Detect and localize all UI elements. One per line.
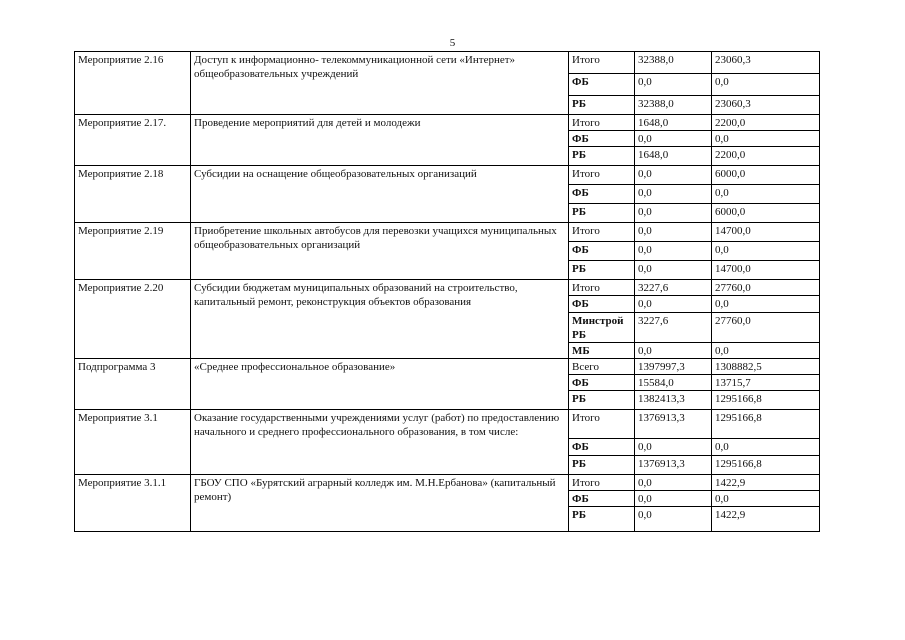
measure-description-cell: Оказание государственными учреждениями услуг (работ) по предоставлению начального и среднего профессионального образования, в том числе:	[191, 410, 569, 475]
amount-cell-1: 0,0	[635, 296, 712, 313]
funding-source-cell: ФБ	[569, 185, 635, 204]
amount-cell-2: 0,0	[712, 296, 820, 313]
page-number: 5	[449, 37, 456, 49]
funding-source-cell: Итого	[569, 223, 635, 242]
funding-source-cell: ФБ	[569, 74, 635, 96]
funding-source-cell: МБ	[569, 343, 635, 359]
funding-source-cell: ФБ	[569, 439, 635, 456]
amount-cell-2: 0,0	[712, 491, 820, 507]
table-row	[75, 280, 820, 296]
funding-source-cell: Всего	[569, 359, 635, 375]
amount-cell-1: 0,0	[635, 204, 712, 223]
amount-cell-2: 13715,7	[712, 375, 820, 391]
amount-cell-1: 3227,6	[635, 313, 712, 343]
table-row	[75, 475, 820, 491]
amount-cell-2: 2200,0	[712, 115, 820, 131]
amount-cell-1: 1648,0	[635, 147, 712, 166]
funding-source-cell: Итого	[569, 115, 635, 131]
amount-cell-1: 3227,6	[635, 280, 712, 296]
measure-name-cell: Мероприятие 2.16	[75, 52, 191, 115]
funding-source-cell: ФБ	[569, 242, 635, 261]
amount-cell-2: 14700,0	[712, 223, 820, 242]
amount-cell-2: 0,0	[712, 74, 820, 96]
amount-cell-2: 2200,0	[712, 147, 820, 166]
funding-table-body	[75, 52, 820, 532]
amount-cell-2: 1308882,5	[712, 359, 820, 375]
funding-source-cell: РБ	[569, 391, 635, 410]
funding-source-cell: РБ	[569, 507, 635, 532]
funding-table	[74, 51, 820, 532]
measure-name-cell: Мероприятие 2.18	[75, 166, 191, 223]
funding-source-cell: Итого	[569, 475, 635, 491]
funding-source-cell: ФБ	[569, 375, 635, 391]
amount-cell-1: 0,0	[635, 223, 712, 242]
funding-source-cell: Итого	[569, 280, 635, 296]
table-row	[75, 410, 820, 439]
amount-cell-1: 32388,0	[635, 52, 712, 74]
measure-name-cell: Мероприятие 3.1	[75, 410, 191, 475]
measure-description-cell: Доступ к информационно- телекоммуникационной сети «Интернет» общеобразовательных учреждений	[191, 52, 569, 115]
measure-description-cell: Субсидии бюджетам муниципальных образований на строительство, капитальный ремонт, реконструкция объектов образования	[191, 280, 569, 359]
funding-source-cell: Итого	[569, 166, 635, 185]
amount-cell-1: 1382413,3	[635, 391, 712, 410]
amount-cell-1: 1397997,3	[635, 359, 712, 375]
amount-cell-1: 0,0	[635, 185, 712, 204]
amount-cell-2: 0,0	[712, 131, 820, 147]
table-row	[75, 115, 820, 131]
amount-cell-2: 14700,0	[712, 261, 820, 280]
measure-description-cell: Субсидии на оснащение общеобразовательных организаций	[191, 166, 569, 223]
amount-cell-1: 0,0	[635, 343, 712, 359]
amount-cell-1: 0,0	[635, 507, 712, 532]
measure-name-cell: Подпрограмма 3	[75, 359, 191, 410]
amount-cell-2: 1295166,8	[712, 410, 820, 439]
funding-source-cell: ФБ	[569, 131, 635, 147]
table-row	[75, 223, 820, 242]
funding-source-cell: ФБ	[569, 491, 635, 507]
amount-cell-1: 0,0	[635, 491, 712, 507]
amount-cell-2: 27760,0	[712, 280, 820, 296]
table-row	[75, 166, 820, 185]
amount-cell-1: 0,0	[635, 261, 712, 280]
amount-cell-2: 27760,0	[712, 313, 820, 343]
funding-source-cell: РБ	[569, 147, 635, 166]
amount-cell-2: 0,0	[712, 185, 820, 204]
amount-cell-2: 23060,3	[712, 52, 820, 74]
measure-name-cell: Мероприятие 2.19	[75, 223, 191, 280]
funding-source-cell: РБ	[569, 261, 635, 280]
table-row	[75, 52, 820, 74]
amount-cell-2: 0,0	[712, 343, 820, 359]
funding-source-cell: Итого	[569, 410, 635, 439]
amount-cell-1: 1376913,3	[635, 410, 712, 439]
measure-name-cell: Мероприятие 3.1.1	[75, 475, 191, 532]
funding-source-cell: РБ	[569, 204, 635, 223]
amount-cell-2: 1422,9	[712, 475, 820, 491]
table-row	[75, 359, 820, 375]
amount-cell-2: 6000,0	[712, 166, 820, 185]
amount-cell-2: 0,0	[712, 242, 820, 261]
amount-cell-2: 6000,0	[712, 204, 820, 223]
measure-description-cell: Проведение мероприятий для детей и молодежи	[191, 115, 569, 166]
amount-cell-2: 1295166,8	[712, 456, 820, 475]
amount-cell-1: 1648,0	[635, 115, 712, 131]
funding-source-cell: РБ	[569, 96, 635, 115]
amount-cell-1: 0,0	[635, 242, 712, 261]
amount-cell-1: 1376913,3	[635, 456, 712, 475]
amount-cell-1: 0,0	[635, 166, 712, 185]
amount-cell-2: 23060,3	[712, 96, 820, 115]
measure-description-cell: Приобретение школьных автобусов для перевозки учащихся муниципальных общеобразовательных организаций	[191, 223, 569, 280]
measure-description-cell: ГБОУ СПО «Бурятский аграрный колледж им. М.Н.Ербанова» (капитальный ремонт)	[191, 475, 569, 532]
amount-cell-2: 1295166,8	[712, 391, 820, 410]
measure-name-cell: Мероприятие 2.17.	[75, 115, 191, 166]
funding-source-cell: РБ	[569, 456, 635, 475]
measure-name-cell: Мероприятие 2.20	[75, 280, 191, 359]
amount-cell-1: 0,0	[635, 131, 712, 147]
amount-cell-2: 1422,9	[712, 507, 820, 532]
amount-cell-1: 32388,0	[635, 96, 712, 115]
funding-source-cell: ФБ	[569, 296, 635, 313]
amount-cell-1: 15584,0	[635, 375, 712, 391]
amount-cell-1: 0,0	[635, 475, 712, 491]
funding-source-cell: Минстрой РБ	[569, 313, 635, 343]
amount-cell-1: 0,0	[635, 74, 712, 96]
amount-cell-1: 0,0	[635, 439, 712, 456]
measure-description-cell: «Среднее профессиональное образование»	[191, 359, 569, 410]
amount-cell-2: 0,0	[712, 439, 820, 456]
funding-source-cell: Итого	[569, 52, 635, 74]
